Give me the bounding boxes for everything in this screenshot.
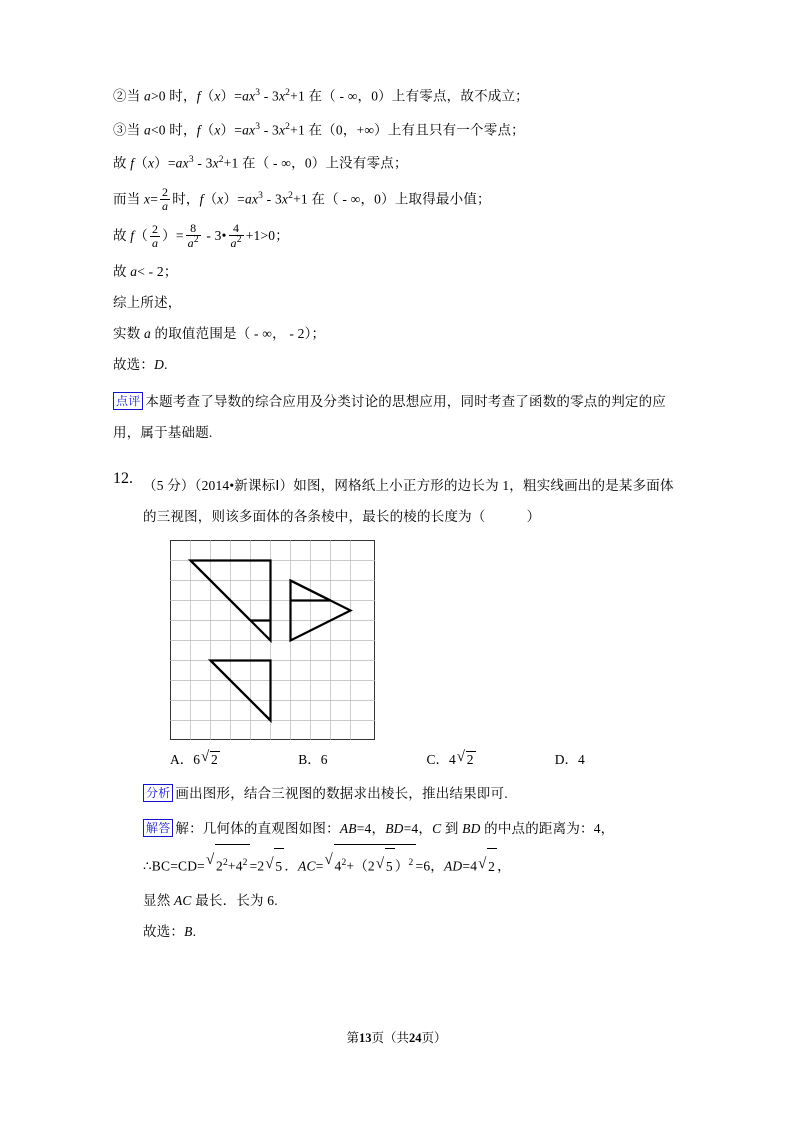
solution-line-6: 故 f（ $\frac{2}{a}$ ）= $\frac{8}{a^2}$ - 3• $\frac{4}{a^2}$ +1>0； [113, 221, 289, 250]
option-d[interactable]: D．4 [554, 752, 585, 767]
comment-text: 本题考查了导数的综合应用及分类讨论的思想应用，同时考查了函数的零点的判定的应用，属于基础题. [113, 394, 667, 440]
solution-line-4: 故 $f(x)=ax^3 - 3x^2+1$ 在（ - ∞，0）上没有零点； [113, 155, 408, 171]
footer-page-number: 13 [358, 1031, 372, 1045]
answer-line-4: 故选：B. [143, 923, 197, 939]
footer-text-middle: 页（共 [371, 1031, 409, 1045]
question-12-number: 12. [113, 470, 133, 487]
option-a[interactable]: A．6 √ 2 [170, 748, 298, 768]
solution-line-5: 而当 x= $\frac{2}{a}$ 时，$f(x)=ax^3 - 3x^2+1$ 在（ - ∞，0）上取得最小值； [113, 185, 491, 213]
solution-line-10: 故选：D. [113, 357, 168, 372]
answer-line-3: 显然 AC 最长．长为 6. [143, 892, 278, 908]
document-content [113, 78, 683, 947]
question-12-options [170, 748, 683, 768]
option-c[interactable]: C．4 √ 2 [427, 748, 555, 768]
analysis-block [143, 778, 683, 809]
footer-total-pages: 24 [409, 1031, 422, 1045]
answer-line-1: 解：几何体的直观图如图：AB=4，BD=4，C 到 BD 的中点的距离为：4， [175, 821, 615, 836]
analysis-text: 画出图形，结合三视图的数据求出棱长，推出结果即可. [175, 786, 508, 801]
footer-text-before: 第 [346, 1031, 359, 1045]
footer-text-after: 页） [421, 1031, 447, 1045]
solution-line-8: 综上所述， [113, 295, 182, 310]
question-12 [113, 470, 683, 947]
comment-label: 点评 [113, 392, 143, 410]
answer-label: 解答 [143, 819, 173, 837]
comment-block [113, 386, 683, 448]
solution-line-2: ②当 a>0 时，$f(x)=ax^3 - 3x^2+1$ 在（ - ∞，0）上有零点，故不成立； [113, 88, 529, 104]
analysis-label: 分析 [143, 784, 173, 802]
solution-line-9: 实数 a 的取值范围是（ - ∞， - 2）； [113, 326, 326, 341]
page-footer [0, 1028, 793, 1046]
three-view-figure [170, 540, 375, 740]
option-b[interactable]: B．6 [298, 752, 328, 767]
question-12-text: （5 分）（2014•新课标Ⅰ）如图，网格纸上小正方形的边长为 1，粗实线画出的是某多面体的三视图，则该多面体的各条棱中，最长的棱的长度为（ ） [143, 478, 674, 524]
solution-line-3: ③当 a<0 时，$f(x)=ax^3 - 3x^2+1$ 在（0，+∞）上有且只有一个零点； [113, 121, 525, 137]
three-view-svg [170, 540, 375, 740]
answer-line-2: ∴BC=CD= √ $2^2+4^2 =2$ √ 5 ．AC= √ $4^2+(2$ √ 5 ）$^2$ =6，AD=4 √ 2 ， [143, 844, 683, 885]
answer-block [143, 813, 683, 844]
solution-line-7: 故 a< - 2； [113, 264, 178, 279]
